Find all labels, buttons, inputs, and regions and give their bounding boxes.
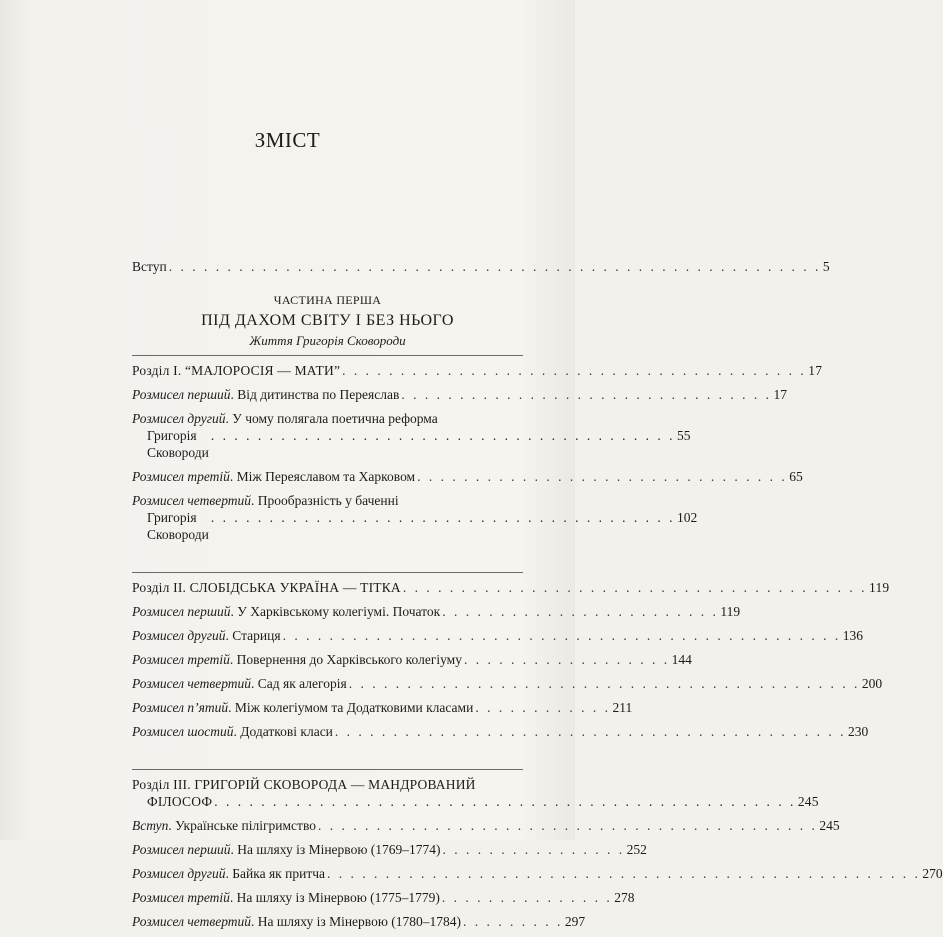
dot-leader: . . . . . . . . . . . . . . . . . . . . . . . . . . . . . . . . . . . . . . . . . . . . . . . . . . (214, 794, 796, 809)
entry-text: . Сад як алегорія (251, 676, 347, 691)
chapter-title-continued: ФІЛОСОФ (147, 794, 213, 809)
entry-page: 230 (848, 724, 869, 739)
dot-leader: . . . . . . . . . . . . . . . . . . . . . . . . . . . . . . . . . . . . . . . . . . . . . . . . . . . . . . . . (168, 259, 821, 274)
entry-page: 211 (612, 700, 633, 715)
dot-leader: . . . . . . . . . . . . . . . . . . . . . . . . . . . . . . . . . . . . . . . . . . . . (334, 724, 847, 739)
entry-lead: Розмисел другий (132, 866, 226, 881)
entry-lead: Розмисел четвертий (132, 493, 252, 508)
toc-entry-row[interactable] (132, 723, 869, 740)
entry-lead: Розмисел третій (132, 469, 230, 484)
toc-entry-row[interactable] (132, 386, 787, 403)
entry-lead: Розмисел третій (132, 890, 230, 905)
toc-entry-row[interactable] (132, 865, 943, 882)
entry-text: . Повернення до Харківського колегіуму (229, 652, 462, 667)
chapter-title: Розділ ІІ. СЛОБІДСЬКА УКРАЇНА — ТІТКА (132, 580, 401, 595)
dot-leader: . . . . . . . . . . . . . . . . . . (463, 652, 670, 667)
entry-text: . Прообразність у баченні (251, 493, 399, 508)
toc-entry-row[interactable] (132, 651, 692, 668)
entry-text: . Стариця (225, 628, 281, 643)
chapter-title: Розділ ІІІ. ГРИГОРІЙ СКОВОРОДА — МАНДРОВАНИЙ (132, 777, 476, 792)
entry-text: . На шляху із Мінервою (1769–1774) (230, 842, 441, 857)
entry-text: . Між колегіумом та Додатковими класами (228, 700, 474, 715)
toc-chapter-row[interactable] (132, 776, 819, 810)
toc-entry-row[interactable] (132, 468, 803, 485)
toc-entry-row[interactable] (132, 603, 741, 620)
entry-text: . Байка як притча (225, 866, 325, 881)
entry-text: . Між Переяславом та Харковом (229, 469, 416, 484)
toc-entry-row[interactable] (132, 817, 840, 834)
entry-text: . На шляху із Мінервою (1775–1779) (229, 890, 440, 905)
entry-page: 136 (842, 628, 863, 643)
toc-entry-row[interactable] (132, 889, 635, 906)
dot-leader: . . . . . . . . . . . . . . . . (442, 842, 625, 857)
entry-lead: Розмисел перший (132, 842, 231, 857)
toc-intro-page: 5 (822, 259, 830, 274)
entry-lead: Розмисел перший (132, 604, 231, 619)
toc-chapter-row[interactable] (132, 579, 890, 596)
dot-leader: . . . . . . . . . (463, 914, 563, 929)
part-subtitle: Життя Григорія Сковороди (249, 333, 406, 348)
entry-page: 270 (922, 866, 943, 881)
entry-page: 55 (677, 428, 691, 443)
entry-lead: Розмисел четвертий (132, 914, 252, 929)
entry-lead: Розмисел шостий (132, 724, 234, 739)
entry-lead: Розмисел другий (132, 411, 226, 426)
chapter-title: Розділ І. “МАЛОРОСІЯ — МАТИ” (132, 363, 341, 378)
toc-entry-row[interactable] (132, 913, 586, 930)
dot-leader: . . . . . . . . . . . . . . . . . . . . . . . . (442, 604, 719, 619)
entry-page: 297 (564, 914, 586, 929)
entry-lead: Розмисел п’ятий (132, 700, 229, 715)
entry-page: 65 (789, 469, 803, 484)
entry-page: 17 (773, 387, 787, 402)
part-title: ПІД ДАХОМ СВІТУ І БЕЗ НЬОГО (201, 312, 454, 329)
entry-page: 102 (677, 510, 698, 525)
entry-page: 245 (819, 818, 840, 833)
entry-text: . На шляху із Мінервою (1780–1784) (251, 914, 462, 929)
entry-lead: Вступ (132, 818, 169, 833)
chapter-page: 119 (869, 580, 890, 595)
toc-entry-row[interactable] (132, 410, 691, 461)
chapter-page: 17 (808, 363, 823, 378)
part-label: ЧАСТИНА ПЕРША (273, 293, 382, 307)
entry-lead: Розмисел третій (132, 652, 230, 667)
dot-leader: . . . . . . . . . . . . . . . . . . . . . . . . . . . . . . . . . . . . . . . . . . . . . . . . . . . (327, 866, 921, 881)
chapter-page: 245 (797, 794, 819, 809)
entry-page: 252 (626, 842, 647, 857)
toc-chapter-row[interactable] (132, 362, 823, 379)
dot-leader: . . . . . . . . . . . . . . . . . . . . . . . . . . . . . . . . . . . . . . . . (342, 363, 807, 378)
entry-lead: Розмисел другий (132, 628, 226, 643)
dot-leader: . . . . . . . . . . . . . . . (441, 890, 613, 905)
toc-entry-row[interactable] (132, 627, 863, 644)
entry-text: . Від дитинства по Переяслав (230, 387, 400, 402)
page-title: ЗМІСТ (254, 128, 321, 152)
dot-leader: . . . . . . . . . . . . . . . . . . . . . . . . . . . . . . . . (401, 387, 772, 402)
toc-entry-row[interactable] (132, 699, 633, 716)
entry-page: 119 (720, 604, 741, 619)
toc-entry-row[interactable] (132, 492, 698, 543)
toc-entry-row[interactable] (132, 675, 883, 692)
dot-leader: . . . . . . . . . . . . . . . . . . . . . . . . . . . . . . . . . . . . . . . . . . . . (348, 676, 860, 691)
entry-text: . У Харківському колегіумі. Початок (230, 604, 441, 619)
toc-intro-row[interactable] (132, 258, 830, 275)
entry-text-continued: Григорія Сковороди (147, 510, 209, 542)
divider (132, 769, 523, 770)
divider (132, 355, 523, 356)
entry-page: 200 (861, 676, 883, 691)
divider (132, 572, 523, 573)
toc-intro-label: Вступ (132, 259, 167, 274)
dot-leader: . . . . . . . . . . . . . . . . . . . . . . . . . . . . . . . . (417, 469, 788, 484)
toc-entry-row[interactable] (132, 841, 647, 858)
dot-leader: . . . . . . . . . . . . . . . . . . . . . . . . . . . . . . . . . . . . . . . . (210, 428, 675, 443)
entry-text: . У чому полягала поетична реформа (225, 411, 438, 426)
dot-leader: . . . . . . . . . . . . . . . . . . . . . . . . . . . . . . . . . . . . . . . . . . . . . . . . (282, 628, 841, 643)
entry-text-continued: Григорія Сковороди (147, 428, 209, 460)
dot-leader: . . . . . . . . . . . . . . . . . . . . . . . . . . . . . . . . . . . . . . . . (210, 510, 675, 525)
dot-leader: . . . . . . . . . . . . (475, 700, 611, 715)
dot-leader: . . . . . . . . . . . . . . . . . . . . . . . . . . . . . . . . . . . . . . . . . . . (317, 818, 818, 833)
entry-text: . Українське пілігримство (168, 818, 316, 833)
dot-leader: . . . . . . . . . . . . . . . . . . . . . . . . . . . . . . . . . . . . . . . . (402, 580, 868, 595)
entry-page: 278 (614, 890, 635, 905)
entry-text: . Додаткові класи (233, 724, 333, 739)
table-of-contents (132, 258, 943, 937)
entry-lead: Розмисел четвертий (132, 676, 252, 691)
entry-lead: Розмисел перший (132, 387, 231, 402)
entry-page: 144 (671, 652, 692, 667)
